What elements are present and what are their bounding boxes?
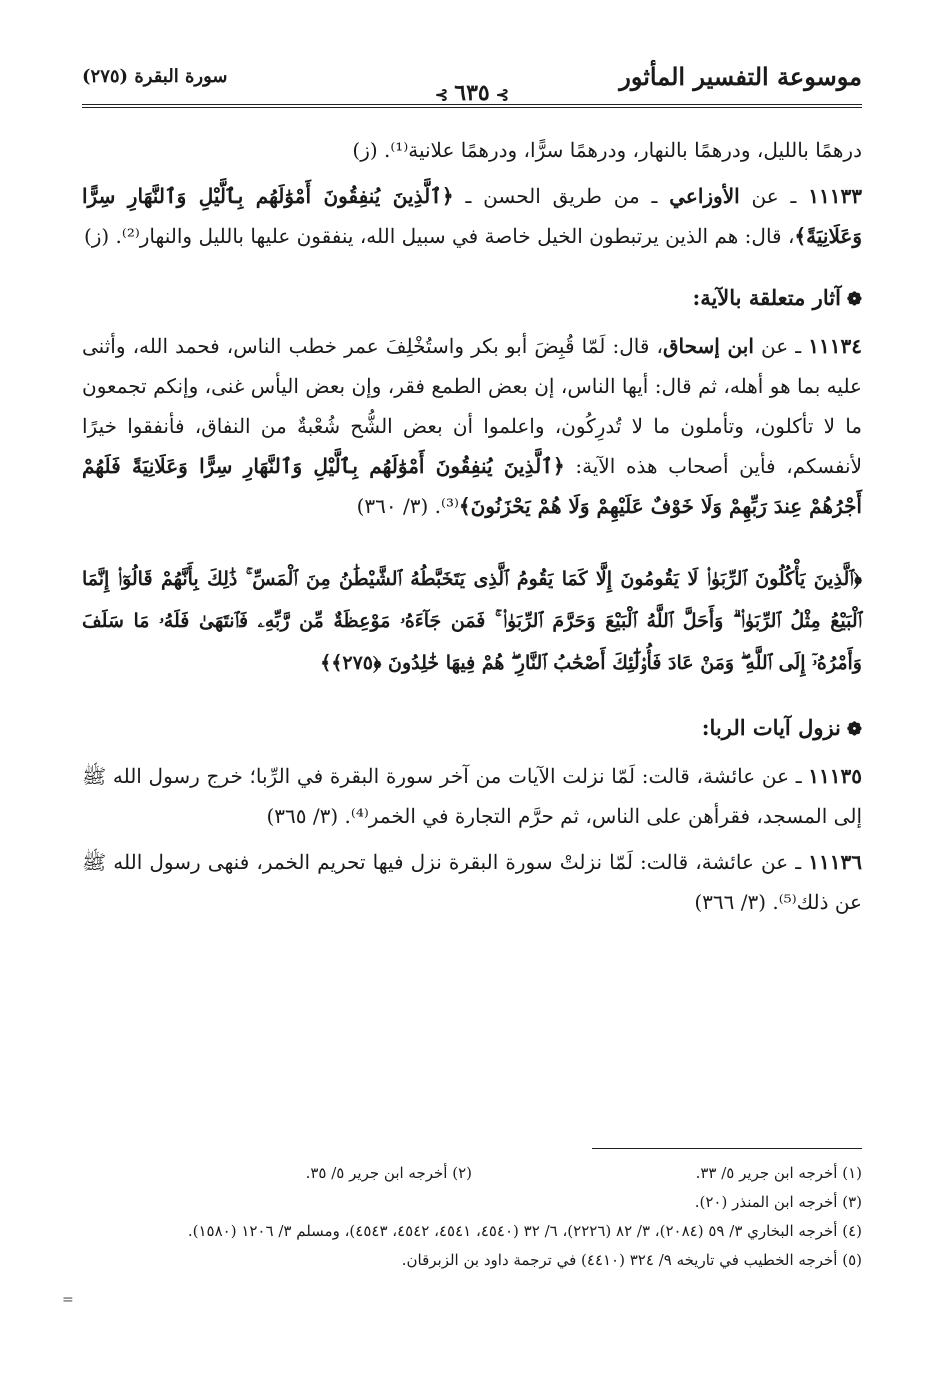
footnote-divider — [592, 1148, 862, 1149]
footnote-2: (٢) أخرجه ابن جرير ٥/ ٣٥. — [305, 1164, 472, 1182]
narration-text: ، قال: هم الذين يرتبطون الخيل خاصة في سبيل الله، ينفقون عليها بالليل والنهار⁽²⁾. (ز) — [83, 224, 795, 248]
narration-chain: ـ من طريق الحسن ـ — [453, 184, 670, 208]
footnote-3: (٣) أخرجه ابن المنذر (٢٠). — [694, 1193, 862, 1211]
ornament-left-icon: ⊰ — [434, 85, 449, 104]
footnotes — [82, 1148, 862, 1275]
paragraph-11133 — [82, 176, 862, 256]
main-content — [82, 130, 862, 928]
volume-page-ref: (٣/ ٣٦٥) — [266, 804, 339, 828]
section-heading-text: نزول آيات الربا: — [701, 715, 841, 740]
narration-prefix: ـ عن — [739, 184, 809, 208]
narration-text: ـ عن عائشة، قالت: لَمّا نزلتْ سورة البقرة نزل فيها تحريم الخمر، فنهى رسول الله ﷺ عن ذلك⁽⁵⁾. — [82, 850, 862, 914]
margin-mark: = — [62, 1292, 74, 1308]
section-heading-revelation — [82, 708, 862, 750]
flower-ornament-icon: ❁ — [846, 719, 862, 740]
section-heading-text: آثار متعلقة بالآية: — [692, 285, 841, 310]
page-header — [82, 58, 862, 108]
paragraph-11134 — [82, 326, 862, 526]
book-title: موسوعة التفسير المأثور — [619, 62, 862, 91]
header-divider-secondary — [82, 107, 862, 108]
narrator-name: ابن إسحاق — [663, 334, 754, 358]
header-divider — [82, 104, 862, 105]
volume-page-ref: (٣/ ٣٦٠) — [356, 494, 429, 518]
page-number-value: ٦٣٥ — [454, 80, 490, 106]
narration-number: ١١١٣٥ — [808, 764, 862, 788]
volume-page-ref: (٣/ ٣٦٦) — [694, 890, 767, 914]
narration-text: ، قال: لَمّا قُبِضَ أبو بكر واستُخْلِفَ عمر خطب الناس، فحمد الله، وأثنى عليه بما هو أهله، ثم قال: أيها الناس، إن بعض الطمع فقر، وإن بعض اليأس غنى، وإنكم تجمعون ما لا تأكلون، وتأملون ما لا تُدرِكُون، واعلموا أن بعض الشُّح شُعْبةٌ من النفاق، فأنفقوا خيرًا لأنفسكم، فأين أصحاب هذه الآية: — [82, 334, 863, 478]
section-heading-related — [82, 278, 862, 320]
flower-ornament-icon: ❁ — [846, 289, 862, 310]
page-number — [429, 80, 515, 106]
footnote-marker: ⁽³⁾. — [428, 494, 459, 518]
surah-reference: سورة البقرة (٢٧٥) — [82, 66, 228, 87]
narration-number: ١١١٣٣ — [808, 184, 862, 208]
footnote-1: (١) أخرجه ابن جرير ٥/ ٣٣. — [695, 1164, 862, 1182]
narration-number: ١١١٣٤ — [808, 334, 862, 358]
narration-prefix: ـ عن — [753, 334, 809, 358]
ornament-right-icon: ⊰ — [495, 85, 510, 104]
narration-text: ـ عن عائشة، قالت: لَمّا نزلت الآيات من آخر سورة البقرة في الرِّبا؛ خرج رسول الله ﷺ إلى المسجد، فقرأهن على الناس، ثم حرَّم التجارة في الخمر⁽⁴⁾. — [82, 764, 862, 828]
quran-verse-block: ﴿ٱلَّذِينَ يَأْكُلُونَ ٱلرِّبَوٰا۟ لَا يَقُومُونَ إِلَّا كَمَا يَقُومُ ٱلَّذِى يَتَخَبَّطُهُ ٱلشَّيْطَٰنُ مِنَ ٱلْمَسِّ ۚ ذَٰلِكَ بِأَنَّهُمْ قَالُوٓا۟ إِنَّمَا ٱلْبَيْعُ مِثْلُ ٱلرِّبَوٰا۟ ۗ وَأَحَلَّ ٱللَّهُ ٱلْبَيْعَ وَحَرَّمَ ٱلرِّبَوٰا۟ ۚ فَمَن جَآءَهُۥ مَوْعِظَةٌ مِّن رَّبِّهِۦ فَٱنتَهَىٰ فَلَهُۥ مَا سَلَفَ وَأَمْرُهُۥٓ إِلَى ٱللَّهِ ۖ وَمَنْ عَادَ فَأُو۟لَٰٓئِكَ أَصْحَٰبُ ٱلنَّارِ ۖ هُمْ فِيهَا خَٰلِدُونَ ﴿٢٧٥﴾﴾ — [82, 568, 862, 674]
footnote-row — [82, 1159, 862, 1188]
footnote-4: (٤) أخرجه البخاري ٣/ ٥٩ (٢٠٨٤)، ٣/ ٨٢ (٢٢٢٦)، ٦/ ٣٢ (٤٥٤٠، ٤٥٤١، ٤٥٤٢، ٤٥٤٣)، ومسلم ٣/ ١٢٠٦ (١٥٨٠). — [187, 1222, 862, 1240]
footnote-5: (٥) أخرجه الخطيب في تاريخه ٩/ ٣٢٤ (٤٤١٠) في ترجمة داود بن الزبرقان. — [401, 1251, 862, 1269]
narration-number: ١١١٣٦ — [808, 850, 862, 874]
quran-quote: ﴿ٱلَّذِينَ يُنفِقُونَ أَمْوَٰلَهُم بِٱلَّيْلِ وَٱلنَّهَارِ سِرًّا وَعَلَانِيَةً﴾ — [82, 184, 862, 248]
narrator-name: الأوزاعي — [669, 184, 740, 208]
paragraph-11136 — [82, 842, 862, 922]
quran-quote: ﴿ٱلَّذِينَ يُنفِقُونَ أَمْوَٰلَهُم بِٱلَّيْلِ وَٱلنَّهَارِ سِرًّا وَعَلَانِيَةً فَلَهُمْ أَجْرُهُمْ عِندَ رَبِّهِمْ وَلَا خَوْفٌ عَلَيْهِمْ وَلَا هُمْ يَحْزَنُونَ﴾ — [82, 454, 862, 518]
paragraph-continuation: درهمًا بالليل، ودرهمًا بالنهار، ودرهمًا سرًّا، ودرهمًا علانية⁽¹⁾. (ز) — [352, 138, 862, 162]
paragraph-11135 — [82, 756, 862, 836]
